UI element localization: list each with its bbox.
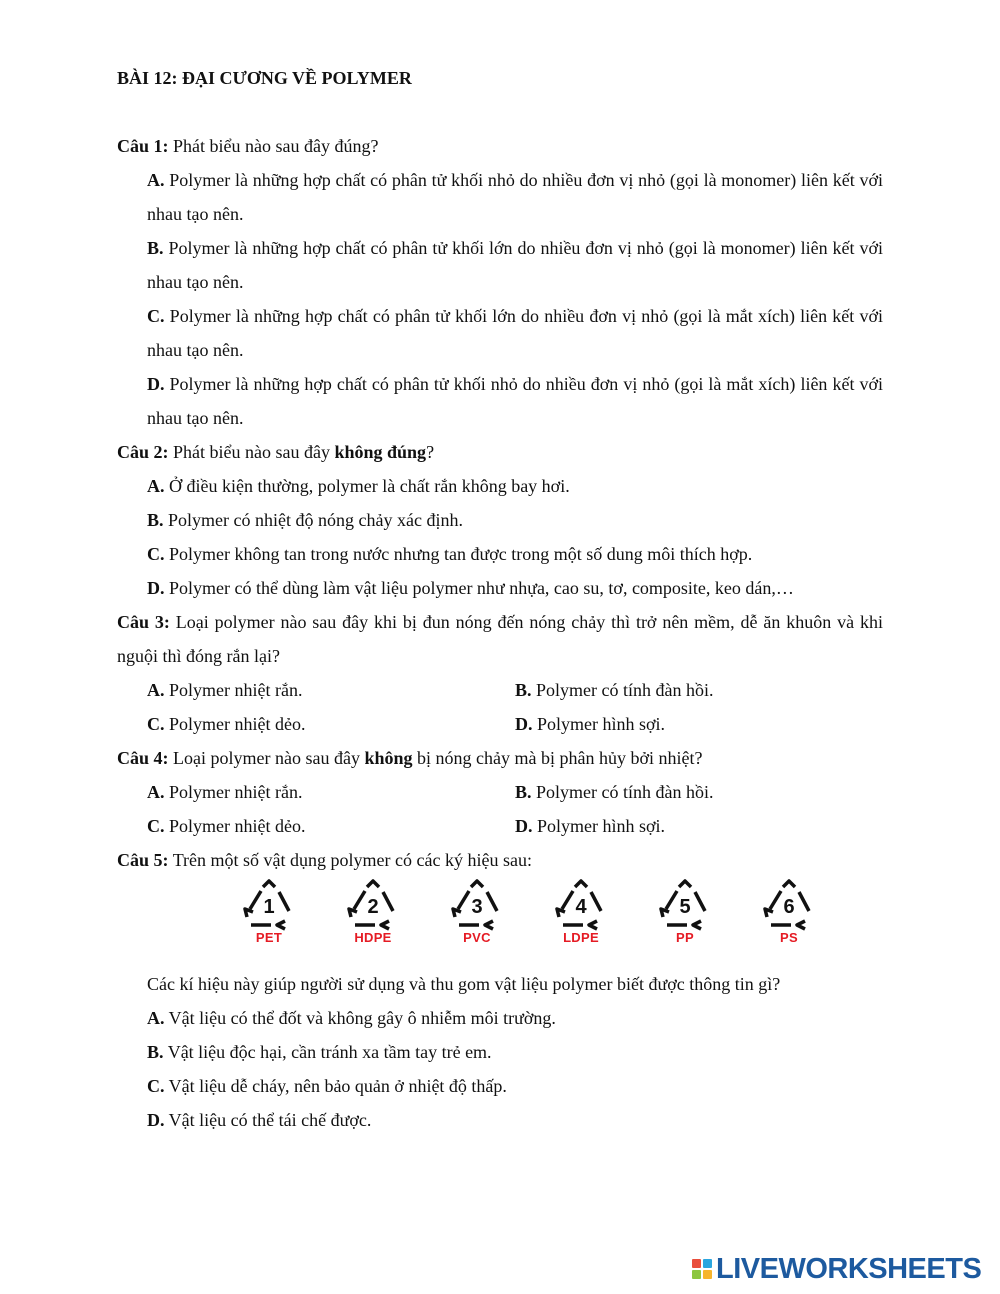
answer-row	[147, 707, 883, 741]
question-label: Câu 4:	[117, 748, 169, 768]
recycle-number: 4	[575, 896, 587, 918]
prompt-text: Các kí hiệu này giúp người sử dụng và thu gom vật liệu polymer biết được thông tin gì?	[147, 974, 781, 994]
question-2	[117, 435, 883, 469]
recycle-code: PET	[255, 930, 283, 945]
question-text: Loại polymer nào sau đây khi bị đun nóng đến nóng chảy thì trở nên mềm, dễ ăn khuôn và khi nguội thì đóng rắn lại?	[117, 612, 883, 666]
option-text: Polymer là những hợp chất có phân tử khối nhỏ do nhiều đơn vị nhỏ (gọi là monomer) liên kết với nhau tạo nên.	[147, 170, 883, 224]
recycle-symbol-pet	[217, 879, 321, 963]
option-text: Vật liệu dễ cháy, nên bảo quản ở nhiệt độ thấp.	[164, 1076, 507, 1096]
answer-option[interactable]	[515, 809, 883, 843]
liveworksheets-logo[interactable]	[692, 1254, 981, 1284]
option-label: B.	[147, 238, 164, 258]
page-title: BÀI 12: ĐẠI CƯƠNG VỀ POLYMER	[117, 68, 412, 88]
recycle-triangle-icon	[657, 879, 713, 931]
option-label: A.	[147, 170, 165, 190]
option-label: A.	[147, 782, 165, 802]
answer-option[interactable]	[515, 775, 883, 809]
answer-option[interactable]	[147, 163, 883, 231]
recycling-symbols	[217, 879, 883, 963]
answer-option[interactable]	[147, 571, 883, 605]
option-text: Polymer nhiệt rắn.	[164, 782, 303, 802]
recycle-code: PVC	[463, 930, 491, 945]
option-text: Polymer có thể dùng làm vật liệu polymer như nhựa, cao su, tơ, composite, keo dán,…	[164, 578, 794, 598]
answer-option[interactable]	[147, 1001, 883, 1035]
question-text: Loại polymer nào sau đây	[168, 748, 365, 768]
answer-option[interactable]	[147, 809, 515, 843]
question-label: Câu 2:	[117, 442, 169, 462]
recycle-number: 3	[471, 896, 483, 918]
recycle-symbol-ps	[737, 879, 841, 963]
option-text: Vật liệu độc hại, cần tránh xa tầm tay trẻ em.	[163, 1042, 492, 1062]
recycle-code: HDPE	[354, 930, 392, 945]
answer-option[interactable]	[147, 469, 883, 503]
recycle-number: 5	[679, 896, 691, 918]
answer-option[interactable]	[147, 775, 515, 809]
option-text: Polymer nhiệt dẻo.	[164, 714, 306, 734]
option-label: C.	[147, 1076, 165, 1096]
recycle-triangle-icon	[449, 879, 505, 931]
question-4	[117, 741, 883, 775]
option-text: Polymer có nhiệt độ nóng chảy xác định.	[163, 510, 463, 530]
option-label: B.	[515, 680, 532, 700]
question-text: Trên một số vật dụng polymer có các ký hiệu sau:	[168, 850, 532, 870]
option-label: D.	[515, 816, 533, 836]
question-text-end: ?	[426, 442, 435, 462]
option-text: Polymer có tính đàn hồi.	[531, 782, 714, 802]
answer-row	[147, 809, 883, 843]
answer-row	[147, 775, 883, 809]
worksheet-content	[117, 129, 883, 1137]
option-label: A.	[147, 476, 165, 496]
option-label: A.	[147, 1008, 165, 1028]
question-5-prompt	[147, 967, 883, 1001]
option-text: Vật liệu có thể đốt và không gây ô nhiễm môi trường.	[164, 1008, 556, 1028]
question-emphasis: không đúng	[334, 442, 427, 462]
recycle-triangle-icon	[761, 879, 817, 931]
option-label: B.	[147, 1042, 164, 1062]
answer-option[interactable]	[147, 707, 515, 741]
recycle-number: 1	[263, 896, 275, 918]
option-text: Ở điều kiện thường, polymer là chất rắn không bay hơi.	[164, 476, 570, 496]
option-label: B.	[515, 782, 532, 802]
option-text: Polymer là những hợp chất có phân tử khối lớn do nhiều đơn vị nhỏ (gọi là monomer) liên kết với nhau tạo nên.	[147, 238, 883, 292]
recycle-triangle-icon	[553, 879, 609, 931]
recycle-code: LDPE	[563, 930, 599, 945]
option-text: Polymer hình sợi.	[532, 714, 666, 734]
answer-row	[147, 673, 883, 707]
option-text: Polymer là những hợp chất có phân tử khối lớn do nhiều đơn vị nhỏ (gọi là mắt xích) liên kết với nhau tạo nên.	[147, 306, 883, 360]
question-1	[117, 129, 883, 163]
question-3	[117, 605, 883, 673]
question-text-end: bị nóng chảy mà bị phân hủy bởi nhiệt?	[412, 748, 703, 768]
answer-option[interactable]	[147, 1069, 883, 1103]
option-label: C.	[147, 714, 165, 734]
answer-option[interactable]	[147, 1103, 883, 1137]
recycle-symbol-hdpe	[321, 879, 425, 963]
option-text: Polymer có tính đàn hồi.	[531, 680, 714, 700]
option-text: Polymer nhiệt rắn.	[164, 680, 303, 700]
recycle-triangle-icon	[345, 879, 401, 931]
answer-option[interactable]	[147, 1035, 883, 1069]
question-label: Câu 1:	[117, 136, 169, 156]
answer-option[interactable]	[147, 673, 515, 707]
option-label: D.	[515, 714, 533, 734]
recycle-number: 2	[367, 896, 379, 918]
question-emphasis: không	[364, 748, 413, 768]
option-label: D.	[147, 1110, 165, 1130]
recycle-symbol-pvc	[425, 879, 529, 963]
question-label: Câu 5:	[117, 850, 169, 870]
recycle-symbol-ldpe	[529, 879, 633, 963]
option-label: C.	[147, 816, 165, 836]
recycle-code: PS	[780, 930, 798, 945]
answer-option[interactable]	[147, 231, 883, 299]
logo-text: LIVEWORKSHEETS	[716, 1252, 982, 1285]
answer-option[interactable]	[515, 673, 883, 707]
option-label: C.	[147, 306, 165, 326]
question-label: Câu 3:	[117, 612, 170, 632]
option-label: A.	[147, 680, 165, 700]
answer-option[interactable]	[515, 707, 883, 741]
answer-option[interactable]	[147, 299, 883, 367]
recycle-triangle-icon	[241, 879, 297, 931]
question-text: Phát biểu nào sau đây đúng?	[168, 136, 379, 156]
answer-option[interactable]	[147, 367, 883, 435]
recycle-symbol-pp	[633, 879, 737, 963]
question-5	[117, 843, 883, 877]
option-text: Polymer không tan trong nước nhưng tan được trong một số dung môi thích hợp.	[164, 544, 753, 564]
answer-option[interactable]	[147, 503, 883, 537]
logo-squares-icon	[692, 1259, 712, 1279]
option-text: Polymer hình sợi.	[532, 816, 666, 836]
option-label: D.	[147, 374, 165, 394]
option-text: Polymer là những hợp chất có phân tử khối nhỏ do nhiều đơn vị nhỏ (gọi là mắt xích) liên kết với nhau tạo nên.	[147, 374, 883, 428]
recycle-code: PP	[676, 930, 694, 945]
recycle-number: 6	[783, 896, 795, 918]
option-text: Vật liệu có thể tái chế được.	[164, 1110, 372, 1130]
option-text: Polymer nhiệt dẻo.	[164, 816, 306, 836]
option-label: C.	[147, 544, 165, 564]
option-label: D.	[147, 578, 165, 598]
option-label: B.	[147, 510, 164, 530]
question-text: Phát biểu nào sau đây	[168, 442, 335, 462]
answer-option[interactable]	[147, 537, 883, 571]
